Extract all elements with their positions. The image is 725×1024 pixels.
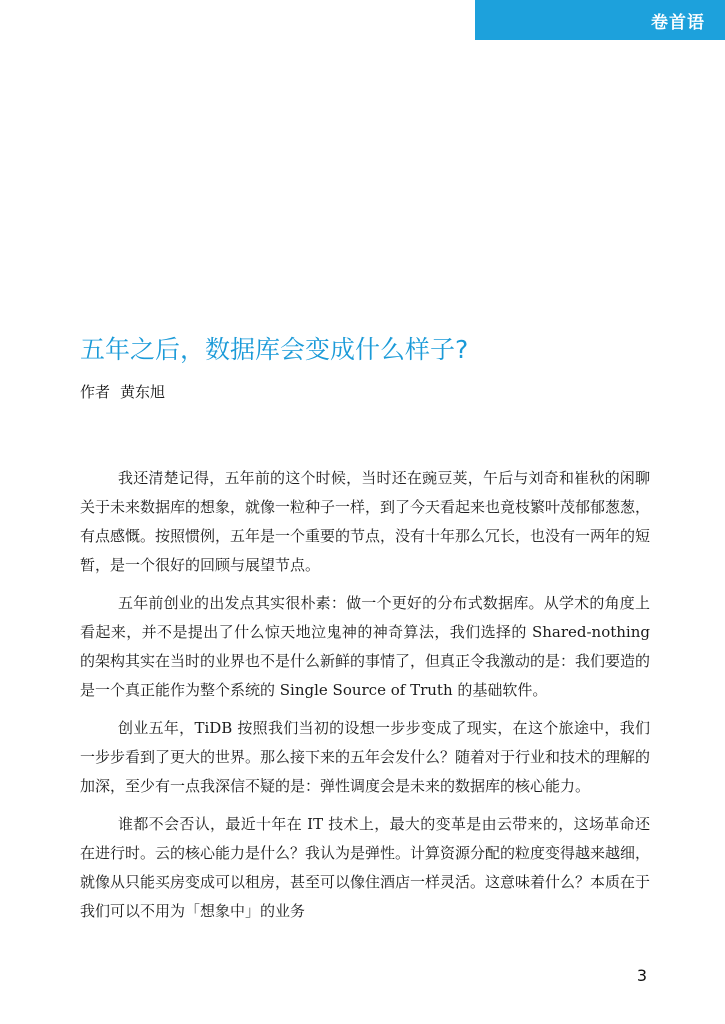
paragraph-2: 五年前创业的出发点其实很朴素：做一个更好的分布式数据库。从学术的角度上看起来，并不是提出了什么惊天地泣鬼神的神奇算法，我们选择的 Shared-nothing 的架构其实在当时的业界也不是什么新鲜的事情了，但真正令我激动的是：我们要造的是一个真正能作为整个系统的 Single Source of Truth 的基础软件。 [80,594,651,699]
page-number: 3 [636,966,647,985]
section-tab: 卷首语 [475,0,725,40]
byline [80,381,165,402]
paragraph-1: 我还清楚记得，五年前的这个时候，当时还在豌豆荚，午后与刘奇和崔秋的闲聊关于未来数据库的想象，就像一粒种子一样，到了今天看起来也竟枝繁叶茂郁郁葱葱，有点感慨。按照惯例，五年是一个重要的节点，没有十年那么冗长，也没有一两年的短暂，是一个很好的回顾与展望节点。 [80,469,651,574]
byline-label: 作者 [80,383,111,401]
article-body [80,464,650,935]
article-title: 五年之后，数据库会变成什么样子? [80,335,469,364]
paragraph-4: 谁都不会否认，最近十年在 IT 技术上，最大的变革是由云带来的，这场革命还在进行时。云的核心能力是什么？我认为是弹性。计算资源分配的粒度变得越来越细，就像从只能买房变成可以租房，甚至可以像住酒店一样灵活。这意味着什么？本质在于我们可以不用为「想象中」的业务 [80,815,651,920]
paragraph-3: 创业五年，TiDB 按照我们当初的设想一步步变成了现实，在这个旅途中，我们一步步看到了更大的世界。那么接下来的五年会发什么？随着对于行业和技术的理解的加深，至少有一点我深信不疑的是：弹性调度会是未来的数据库的核心能力。 [80,719,651,795]
byline-author: 黄东旭 [120,383,166,401]
